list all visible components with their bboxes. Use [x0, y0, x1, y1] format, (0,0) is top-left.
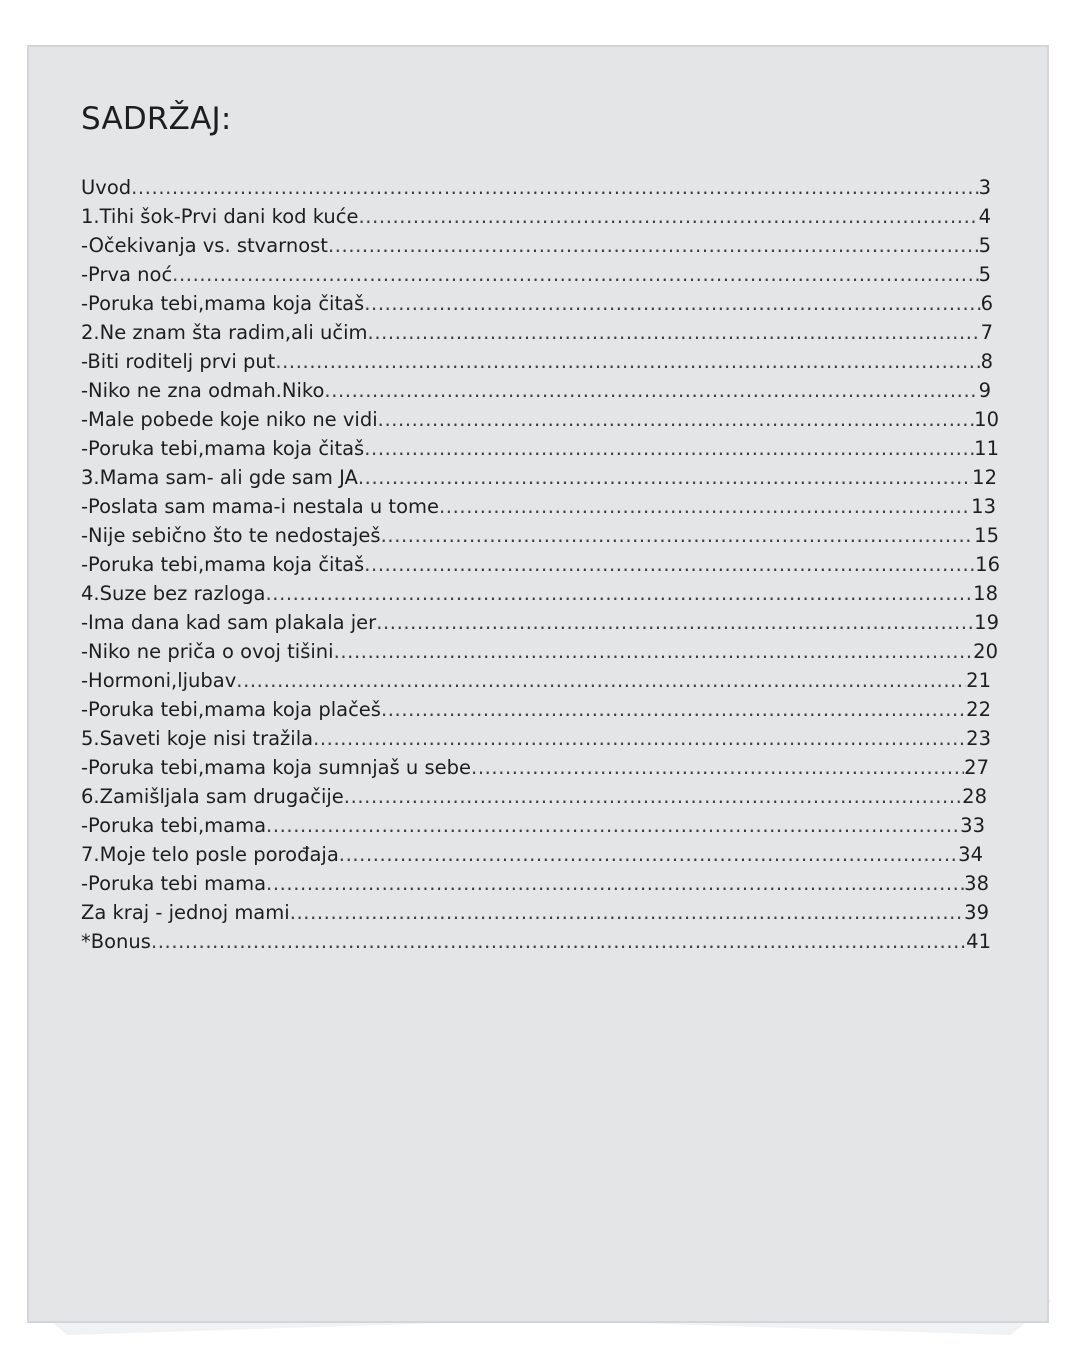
toc-entry-page-number: 41 — [966, 930, 991, 953]
toc-dot-leader — [334, 637, 974, 666]
toc-dot-leader — [236, 666, 966, 695]
toc-dot-leader — [378, 405, 975, 434]
toc-entry[interactable] — [81, 811, 985, 840]
toc-entry-title: *Bonus — [81, 930, 151, 953]
toc-dot-leader — [368, 318, 981, 347]
toc-entry[interactable] — [81, 927, 991, 956]
toc-entry-page-number: 28 — [962, 785, 987, 808]
toc-entry[interactable] — [81, 608, 999, 637]
toc-entry[interactable] — [81, 463, 997, 492]
toc-entry-title: -Poruka tebi mama — [81, 872, 267, 895]
toc-dot-leader — [376, 608, 974, 637]
toc-entry-page-number: 7 — [980, 321, 993, 344]
toc-entry-page-number: 38 — [964, 872, 989, 895]
toc-entry-title: -Poruka tebi,mama koja plačeš — [81, 698, 381, 721]
toc-entry-page-number: 34 — [958, 843, 983, 866]
toc-entry-page-number: 4 — [978, 205, 991, 228]
toc-entry-page-number: 5 — [978, 263, 991, 286]
toc-dot-leader — [131, 173, 978, 202]
toc-entry-page-number: 19 — [974, 611, 999, 634]
toc-entry-page-number: 10 — [974, 408, 999, 431]
toc-entry[interactable] — [81, 550, 1000, 579]
toc-entry[interactable] — [81, 376, 991, 405]
toc-entry-title: -Niko ne priča o ovoj tišini — [81, 640, 334, 663]
toc-entry-title: -Prva noć — [81, 263, 173, 286]
toc-entry-title: -Poruka tebi,mama koja čitaš — [81, 553, 365, 576]
toc-entry-title: 5.Saveti koje nisi tražila — [81, 727, 314, 750]
toc-entry[interactable] — [81, 492, 996, 521]
toc-entry[interactable] — [81, 666, 991, 695]
toc-dot-leader — [172, 260, 978, 289]
toc-dot-leader — [359, 202, 979, 231]
toc-entry-title: 1.Tihi šok-Prvi dani kod kuće — [81, 205, 359, 228]
toc-entry[interactable] — [81, 579, 998, 608]
toc-dot-leader — [290, 898, 964, 927]
toc-entry-page-number: 9 — [978, 379, 991, 402]
toc-entry-page-number: 15 — [974, 524, 999, 547]
toc-entry-page-number: 3 — [978, 176, 991, 199]
toc-dot-leader — [364, 434, 974, 463]
toc-entry-title: -Hormoni,ljubav — [81, 669, 237, 692]
toc-entry[interactable] — [81, 898, 989, 927]
toc-dot-leader — [266, 869, 964, 898]
toc-entry[interactable] — [81, 840, 983, 869]
toc-entry-page-number: 27 — [964, 756, 989, 779]
toc-dot-leader — [328, 231, 979, 260]
toc-entry[interactable] — [81, 521, 999, 550]
toc-entry-title: -Male pobede koje niko ne vidi — [81, 408, 378, 431]
toc-entry-page-number: 16 — [975, 553, 1000, 576]
toc-entry[interactable] — [81, 318, 993, 347]
toc-entry-page-number: 33 — [960, 814, 985, 837]
toc-entry-title: 7.Moje telo posle porođaja — [81, 843, 339, 866]
toc-dot-leader — [358, 463, 972, 492]
toc-entry-page-number: 22 — [966, 698, 991, 721]
toc-entry[interactable] — [81, 260, 991, 289]
toc-entry-title: Uvod — [81, 176, 132, 199]
toc-entry-title: -Biti roditelj prvi put — [81, 350, 276, 373]
toc-entry-page-number: 11 — [974, 437, 999, 460]
toc-dot-leader — [364, 550, 975, 579]
toc-entry-page-number: 23 — [966, 727, 991, 750]
toc-entry[interactable] — [81, 347, 993, 376]
toc-entry-title: 3.Mama sam- ali gde sam JA — [81, 466, 358, 489]
toc-entry[interactable] — [81, 695, 991, 724]
toc-entry[interactable] — [81, 434, 999, 463]
toc-entry[interactable] — [81, 202, 991, 231]
toc-entry-title: -Niko ne zna odmah.Niko — [81, 379, 325, 402]
toc-entry[interactable] — [81, 231, 991, 260]
toc-entry-page-number: 12 — [972, 466, 997, 489]
toc-entry-title: -Poruka tebi,mama koja čitaš — [81, 437, 365, 460]
toc-entry-page-number: 13 — [971, 495, 996, 518]
toc-entry-title: Za kraj - jednoj mami — [81, 901, 290, 924]
toc-dot-leader — [151, 927, 966, 956]
toc-entry[interactable] — [81, 289, 993, 318]
toc-entry-title: -Poruka tebi,mama koja čitaš — [81, 292, 365, 315]
toc-entry-title: -Očekivanja vs. stvarnost — [81, 234, 328, 257]
toc-dot-leader — [324, 376, 978, 405]
toc-entry-page-number: 5 — [978, 234, 991, 257]
toc-dot-leader — [265, 579, 973, 608]
table-of-contents — [81, 173, 1000, 956]
toc-entry-title: -Ima dana kad sam plakala jer — [81, 611, 377, 634]
toc-entry-title: -Poslata sam mama-i nestala u tome — [81, 495, 439, 518]
toc-entry-page-number: 6 — [980, 292, 993, 315]
toc-entry[interactable] — [81, 724, 991, 753]
document-page — [27, 45, 1049, 1323]
toc-entry[interactable] — [81, 782, 987, 811]
toc-dot-leader — [381, 695, 966, 724]
toc-entry[interactable] — [81, 753, 989, 782]
toc-dot-leader — [339, 840, 958, 869]
toc-entry[interactable] — [81, 869, 989, 898]
toc-entry-page-number: 39 — [964, 901, 989, 924]
toc-entry-title: -Poruka tebi,mama — [81, 814, 267, 837]
toc-dot-leader — [266, 811, 960, 840]
toc-entry-page-number: 8 — [980, 350, 993, 373]
toc-entry-page-number: 20 — [973, 640, 998, 663]
toc-entry-title: 2.Ne znam šta radim,ali učim — [81, 321, 368, 344]
toc-entry-page-number: 18 — [973, 582, 998, 605]
toc-dot-leader — [471, 753, 964, 782]
toc-entry-title: -Nije sebično što te nedostaješ — [81, 524, 381, 547]
toc-entry[interactable] — [81, 637, 998, 666]
toc-entry[interactable] — [81, 405, 999, 434]
toc-entry[interactable] — [81, 173, 991, 202]
toc-entry-title: -Poruka tebi,mama koja sumnjaš u sebe — [81, 756, 472, 779]
toc-dot-leader — [381, 521, 975, 550]
toc-entry-title: 6.Zamišljala sam drugačije — [81, 785, 344, 808]
toc-dot-leader — [313, 724, 966, 753]
toc-dot-leader — [275, 347, 980, 376]
toc-dot-leader — [364, 289, 980, 318]
toc-entry-title: 4.Suze bez razloga — [81, 582, 266, 605]
toc-dot-leader — [439, 492, 971, 521]
page-title: SADRŽAJ: — [81, 101, 232, 137]
toc-dot-leader — [344, 782, 962, 811]
toc-entry-page-number: 21 — [966, 669, 991, 692]
